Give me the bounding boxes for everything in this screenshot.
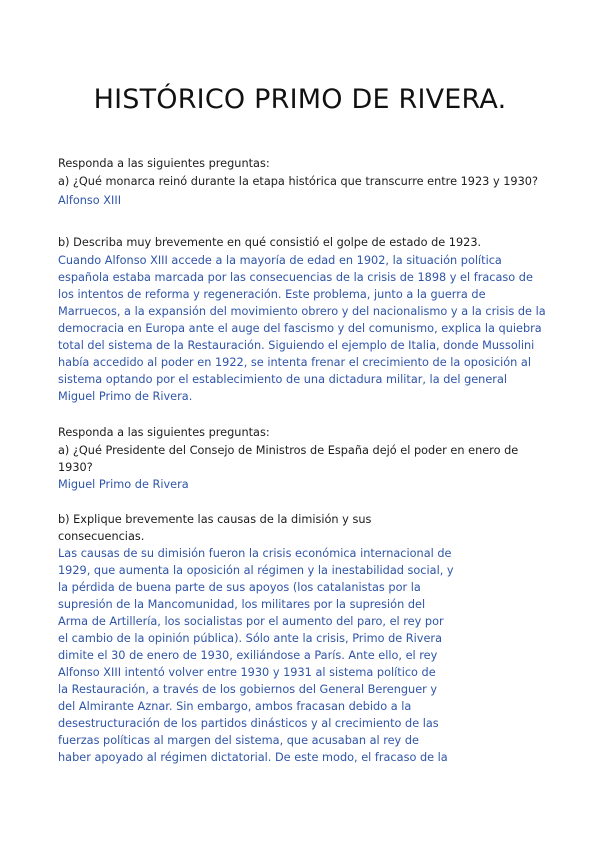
section2-answer-b-line: fuerzas políticas al margen del sistema, que acusaban al rey de (58, 734, 419, 747)
section1-answer-b-line: total del sistema de la Restauración. Siguiendo el ejemplo de Italia, donde Mussolini (58, 339, 535, 352)
section2-answer-b-line: dimite el 30 de enero de 1930, exiliándose a París. Ante ello, el rey (58, 649, 438, 662)
section2-question-a-line: a) ¿Qué Presidente del Consejo de Ministros de España dejó el poder en enero de (58, 444, 519, 457)
section1-answer-b-line: española estaba marcada por las consecuencias de la crisis de 1898 y el fracaso de (58, 271, 533, 284)
section1-question-b: b) Describa muy brevemente en qué consistió el golpe de estado de 1923. (58, 236, 482, 249)
section1-answer-b-line: democracia en Europa ante el auge del fascismo y del comunismo, explica la quiebra (58, 322, 542, 335)
section2-answer-b-line: la pérdida de buena parte de sus apoyos (los catalanistas por la (58, 581, 421, 594)
section2-answer-b-line: el cambio de la opinión pública). Sólo ante la crisis, Primo de Rivera (58, 632, 443, 645)
section2-answer-b-line: del Almirante Aznar. Sin embargo, ambos fracasan debido a la (58, 700, 412, 713)
section1-answer-b-line: Marruecos, a la expansión del movimiento obrero y del nacionalismo y a la crisis de la (58, 305, 546, 318)
section1-answer-b-line: había accedido al poder en 1922, se intenta frenar el crecimiento de la oposición al (58, 356, 531, 369)
section1-answer-b-line: Cuando Alfonso XIII accede a la mayoría de edad en 1902, la situación política (58, 254, 502, 267)
section1-answer-b-line: Miguel Primo de Rivera. (58, 390, 193, 403)
page-title: HISTÓRICO PRIMO DE RIVERA. (93, 84, 507, 115)
section1-question-a: a) ¿Qué monarca reinó durante la etapa histórica que transcurre entre 1923 y 1930? (58, 175, 538, 188)
section2-answer-b-line: 1929, que aumenta la oposición al régimen y la inestabilidad social, y (58, 564, 454, 577)
section2-answer-b-line: haber apoyado al régimen dictatorial. De este modo, el fracaso de la (58, 751, 448, 764)
section2-answer-b-line: Arma de Artillería, los socialistas por el aumento del paro, el rey por (58, 615, 444, 628)
section2-answer-b-line: la Restauración, a través de los gobiernos del General Berenguer y (58, 683, 438, 696)
section2-question-b-line: b) Explique brevemente las causas de la dimisión y sus (58, 513, 372, 526)
section2-answer-b-line: desestructuración de los partidos dinásticos y al crecimiento de las (58, 717, 439, 730)
section2-answer-a: Miguel Primo de Rivera (58, 478, 189, 491)
section1-answer-b-line: sistema optando por el establecimiento de una dictadura militar, la del general (58, 373, 508, 386)
section2-intro: Responda a las siguientes preguntas: (58, 426, 270, 439)
section2-answer-b-line: Alfonso XIII intentó volver entre 1930 y 1931 al sistema político de (58, 666, 436, 679)
section1-intro: Responda a las siguientes preguntas: (58, 157, 270, 170)
section2-answer-b-line: supresión de la Mancomunidad, los militares por la supresión del (58, 598, 426, 611)
section2-answer-b-line: Las causas de su dimisión fueron la crisis económica internacional de (58, 547, 452, 560)
section2-question-b-line: consecuencias. (58, 530, 145, 543)
section2-question-a-line: 1930? (58, 461, 93, 474)
section1-answer-a: Alfonso XIII (58, 194, 122, 207)
section1-answer-b-line: los intentos de reforma y regeneración. Este problema, junto a la guerra de (58, 288, 486, 301)
